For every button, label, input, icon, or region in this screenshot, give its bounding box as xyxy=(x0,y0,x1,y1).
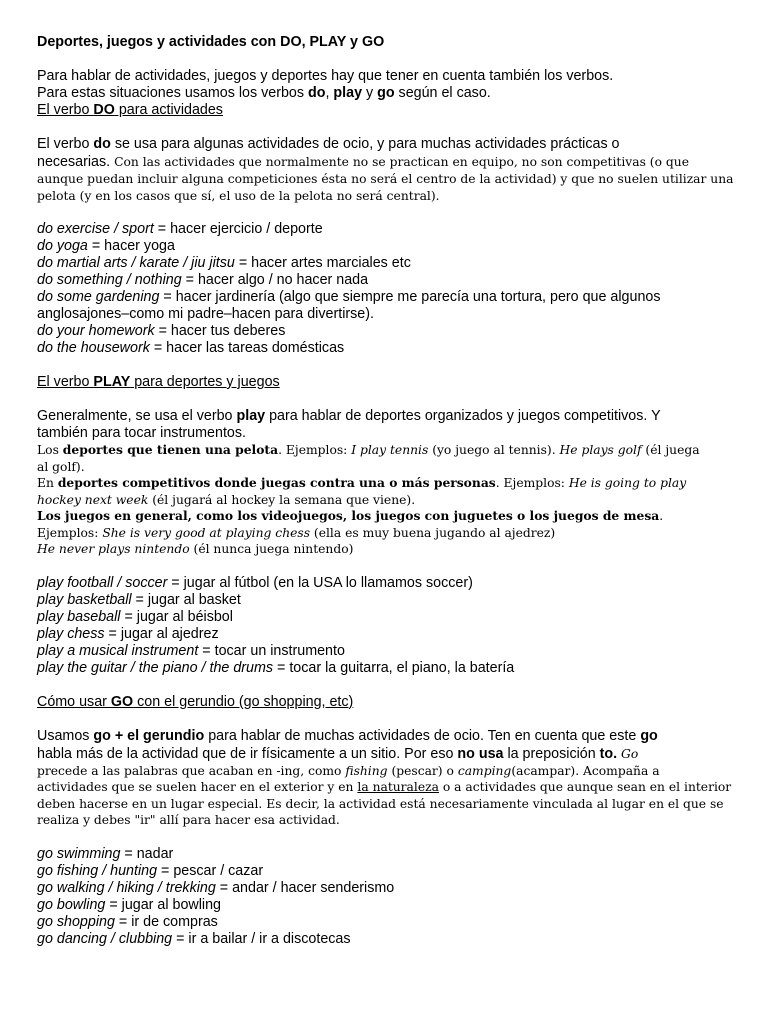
text: He never plays nintendo xyxy=(37,542,190,556)
text: play football / soccer xyxy=(37,574,168,591)
text: = nadar xyxy=(120,845,174,862)
list-item xyxy=(37,863,737,880)
do-paragraph-line-3: aunque puedan incluir alguna competiciones ésta no será el centro de la actividad) y que no suelen utilizar una xyxy=(37,172,734,186)
text: Go xyxy=(617,746,639,761)
go-paragraph-line-5: deben hacerse en un lugar especial. Es decir, la actividad está necesariamente vinculada al lugar en el que se xyxy=(37,796,724,811)
text: = hacer algo / no hacer nada xyxy=(181,272,369,288)
text: Los juegos en general, como los videojuegos, los juegos con juguetes o los juegos de mesa xyxy=(37,508,660,523)
play-paragraph-line-2: también para tocar instrumentos. xyxy=(37,425,246,441)
go-paragraph-line-3 xyxy=(37,763,737,780)
list-item xyxy=(37,897,737,914)
text: do the housework xyxy=(37,340,150,356)
text: y xyxy=(362,85,378,101)
text: I play tennis xyxy=(351,443,429,457)
text: El verbo xyxy=(37,102,94,118)
text: go walking / hiking / trekking xyxy=(37,879,216,896)
play-ball-sports-line xyxy=(37,442,737,459)
text: (acampar). Acompaña a xyxy=(511,763,660,778)
text: play chess xyxy=(37,625,105,642)
text: go xyxy=(640,727,658,744)
text: (él jugará al hockey la semana que viene). xyxy=(148,492,416,507)
text: do yoga xyxy=(37,238,88,254)
text: no usa xyxy=(457,745,504,762)
text: (ella es muy buena jugando al ajedrez) xyxy=(310,525,556,540)
document-title: Deportes, juegos y actividades con DO, PLAY y GO xyxy=(37,34,385,50)
list-item-continuation xyxy=(37,306,737,323)
list-item xyxy=(37,643,737,660)
text: do xyxy=(307,85,326,101)
text: do something / nothing xyxy=(37,272,182,288)
text: do some gardening xyxy=(37,289,160,305)
list-item xyxy=(37,255,737,272)
text: do your homework xyxy=(37,323,155,339)
text: go xyxy=(377,85,395,101)
text: deportes que tienen una pelota xyxy=(62,442,279,457)
text: la naturaleza xyxy=(357,780,439,794)
text: = hacer las tareas domésticas xyxy=(149,340,345,356)
text: Cómo usar xyxy=(37,693,111,710)
text: = hacer jardinería (algo que siempre me parecía una tortura, pero que algunos xyxy=(159,289,661,305)
text: actividades que se suelen hacer en el exterior y en xyxy=(37,780,358,794)
text: = ir a bailar / ir a discotecas xyxy=(172,930,351,947)
text: She is very good at playing chess xyxy=(102,525,311,540)
text: = hacer ejercicio / deporte xyxy=(153,221,323,237)
text: habla más de la actividad que de ir físicamente a un sitio. Por eso xyxy=(37,745,458,762)
text: = jugar al bowling xyxy=(105,896,221,913)
play-competitive-line xyxy=(37,475,737,492)
text: = jugar al béisbol xyxy=(120,608,233,625)
text: . Ejemplos: xyxy=(278,443,352,457)
go-paragraph-line-1 xyxy=(37,728,737,745)
text: go dancing / clubbing xyxy=(37,930,173,947)
text: play the guitar / the piano / the drums xyxy=(37,659,274,676)
text: play xyxy=(333,85,363,101)
text: (él juega xyxy=(641,443,700,457)
text: = jugar al basket xyxy=(131,591,241,608)
play-paragraph-line-1 xyxy=(37,408,737,425)
text: deportes competitivos donde juegas contra una o más personas xyxy=(57,475,496,490)
go-paragraph-line-4 xyxy=(37,779,737,796)
list-item xyxy=(37,846,737,863)
text: En xyxy=(37,476,58,490)
text: go swimming xyxy=(37,845,121,862)
play-examples-list xyxy=(37,575,737,677)
text: fishing xyxy=(345,763,388,778)
text: para hablar de muchas actividades de ocio. Ten en cuenta que este xyxy=(204,727,641,744)
text: necesarias. xyxy=(37,154,115,170)
text: El verbo xyxy=(37,374,94,390)
text: = hacer tus deberes xyxy=(154,323,286,339)
list-item xyxy=(37,931,737,948)
list-item xyxy=(37,323,737,340)
text: go fishing / hunting xyxy=(37,862,158,879)
text: = tocar la guitarra, el piano, la batería xyxy=(273,659,515,676)
text: según el caso. xyxy=(394,85,491,101)
play-games-example-2 xyxy=(37,541,737,558)
list-item xyxy=(37,609,737,626)
do-paragraph-line-2 xyxy=(37,153,737,171)
list-item xyxy=(37,880,737,897)
intro-line-1: Para hablar de actividades, juegos y deportes hay que tener en cuenta también los verbos. xyxy=(37,68,614,84)
go-paragraph-line-6: realiza y debes "ir" allí para hacer esa actividad. xyxy=(37,813,340,827)
list-item xyxy=(37,592,737,609)
text: se usa para algunas actividades de ocio, y para muchas actividades prácticas o xyxy=(110,136,620,152)
text: = andar / hacer senderismo xyxy=(215,879,395,896)
text: camping xyxy=(457,763,512,778)
text: play xyxy=(236,408,266,424)
text: . xyxy=(659,509,664,523)
text: o a actividades que aunque sean en el interior xyxy=(438,780,732,794)
text: PLAY xyxy=(93,374,131,390)
play-games-example-1 xyxy=(37,525,737,542)
text: anglosajones–como mi padre–hacen para divertirse). xyxy=(37,306,374,322)
text: Con las actividades que normalmente no se practican en equipo, no son competitivas (o que xyxy=(114,155,689,169)
text: GO xyxy=(110,693,134,710)
text: = ir de compras xyxy=(114,913,218,930)
text: = jugar al ajedrez xyxy=(104,625,219,642)
go-paragraph-line-2 xyxy=(37,745,737,763)
text: Los xyxy=(37,443,63,457)
text: (yo juego al tennis). xyxy=(428,443,560,457)
play-competitive-line-2 xyxy=(37,492,737,509)
text: = hacer artes marciales etc xyxy=(238,255,411,271)
section-go-heading xyxy=(37,694,737,711)
section-do-heading xyxy=(37,102,737,119)
text: con el gerundio (go shopping, etc) xyxy=(133,693,354,710)
text: = jugar al fútbol (en la USA lo llamamos soccer) xyxy=(167,574,473,591)
text: He plays golf xyxy=(559,443,642,457)
document-page xyxy=(37,34,737,948)
text: (él nunca juega nintendo) xyxy=(189,542,354,556)
text: He is going to play xyxy=(568,476,687,490)
text: do xyxy=(93,136,111,152)
text: to. xyxy=(599,745,618,762)
list-item xyxy=(37,221,737,238)
text: = pescar / cazar xyxy=(157,862,264,879)
text: . Ejemplos: xyxy=(495,476,569,490)
list-item xyxy=(37,626,737,643)
list-item xyxy=(37,660,737,677)
text: precede a las palabras que acaban en -ing, como xyxy=(37,763,346,778)
text: = tocar un instrumento xyxy=(198,642,345,659)
list-item xyxy=(37,289,737,306)
text: para hablar de deportes organizados y juegos competitivos. Y xyxy=(265,408,661,424)
play-ball-sports-line-2: al golf). xyxy=(37,459,85,474)
text: para deportes y juegos xyxy=(130,374,280,390)
text: DO xyxy=(93,102,115,118)
text: Usamos xyxy=(37,727,94,744)
text: do exercise / sport xyxy=(37,221,154,237)
text: El verbo xyxy=(37,136,94,152)
go-examples-list xyxy=(37,846,737,948)
do-examples-list xyxy=(37,221,737,357)
text: (pescar) o xyxy=(387,763,458,778)
text: Ejemplos: xyxy=(37,525,103,540)
text: Para estas situaciones usamos los verbos xyxy=(37,85,308,101)
text: play basketball xyxy=(37,591,132,608)
text: la preposición xyxy=(503,745,600,762)
text: para actividades xyxy=(114,102,223,118)
intro-line-2 xyxy=(37,85,737,102)
list-item xyxy=(37,575,737,592)
text: , xyxy=(325,85,334,101)
play-games-line xyxy=(37,508,737,525)
text: Generalmente, se usa el verbo xyxy=(37,408,237,424)
text: do martial arts / karate / jiu jitsu xyxy=(37,255,239,271)
list-item xyxy=(37,272,737,289)
text: play a musical instrument xyxy=(37,642,199,659)
do-paragraph-line-1 xyxy=(37,136,737,153)
text: go + el gerundio xyxy=(93,727,205,744)
text: go shopping xyxy=(37,913,115,930)
list-item xyxy=(37,238,737,255)
section-play-heading xyxy=(37,374,737,391)
do-paragraph-line-4: pelota (y en los casos que sí, el uso de la pelota no será central). xyxy=(37,188,440,203)
text: hockey next week xyxy=(37,492,149,507)
text: = hacer yoga xyxy=(87,238,175,254)
text: play baseball xyxy=(37,608,121,625)
text: go bowling xyxy=(37,896,106,913)
list-item xyxy=(37,914,737,931)
list-item xyxy=(37,340,737,357)
